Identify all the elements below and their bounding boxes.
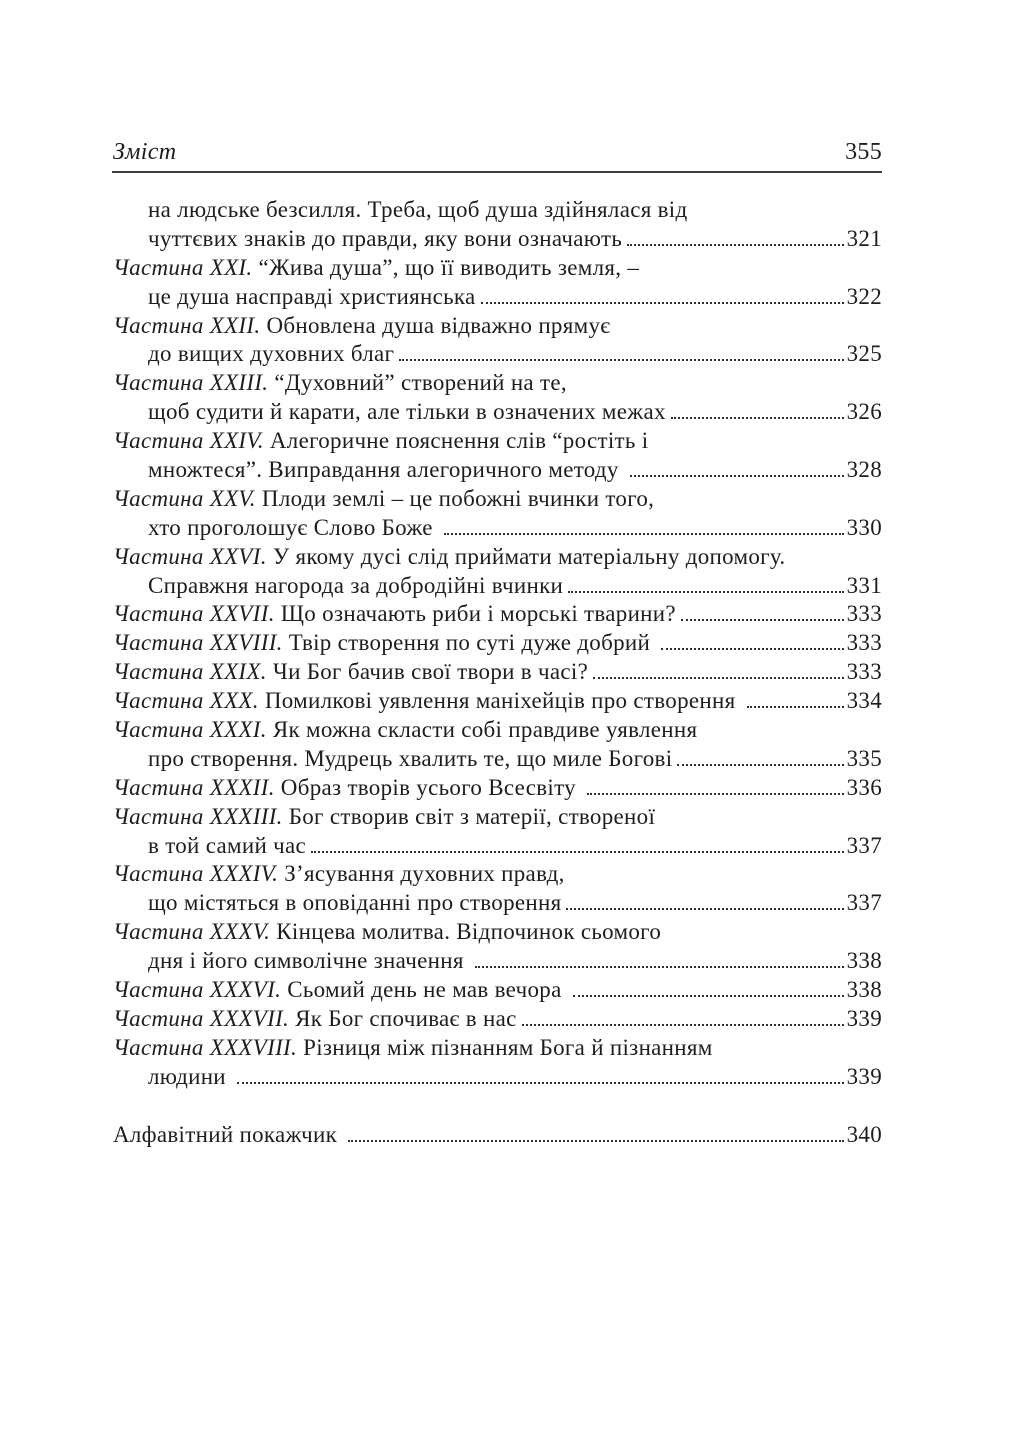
toc-entry-line — [113, 947, 882, 976]
entry-page-number: 325 — [846, 341, 882, 367]
entry-text: до вищих духовних благ — [148, 341, 395, 367]
entry-page-number: 339 — [846, 1063, 882, 1089]
toc-entry-line — [113, 254, 882, 283]
dot-leader — [661, 648, 843, 650]
entry-text: Як Бог спочиває в нас — [289, 1005, 517, 1031]
toc-entry-line — [113, 369, 882, 398]
toc-entry-line — [113, 543, 882, 572]
toc-entry-line — [113, 803, 882, 832]
dot-leader — [593, 677, 844, 679]
toc-entry-line — [113, 716, 882, 745]
toc-entry-line — [113, 1005, 882, 1034]
part-label: Частина XXV. — [113, 485, 256, 511]
part-label: Частина XXXV. — [113, 919, 271, 945]
entry-text: У якому дусі слід приймати матеріальну допомогу. — [266, 543, 786, 569]
entry-text: Сьомий день не мав вечора — [281, 977, 568, 1003]
entry-text: на людське безсилля. Треба, щоб душа здійнялася від — [148, 197, 688, 222]
part-label: Частина XXXIII. — [113, 803, 283, 829]
dot-leader — [573, 995, 844, 997]
toc-entry-line — [113, 1063, 882, 1092]
entry-text: Бог створив світ з матерії, створеної — [282, 803, 656, 829]
entry-text: це душа насправді християнська — [148, 283, 476, 309]
part-label: Частина XXVIII. — [113, 630, 283, 656]
page-title: Зміст — [113, 139, 177, 165]
entry-page-number: 334 — [846, 688, 882, 714]
entry-text: хто проголошує Слово Боже — [148, 514, 439, 540]
entry-page-number: 337 — [846, 832, 882, 858]
part-label: Частина XXIII. — [113, 370, 269, 396]
entry-text: Справжня нагорода за добродійні вчинки — [148, 572, 564, 598]
entry-page-number: 340 — [846, 1121, 882, 1147]
dot-leader — [481, 302, 844, 304]
toc-entry-line — [113, 572, 882, 601]
toc-entry-line — [113, 283, 882, 312]
entry-text: Чи Бог бачив свої твори в часі? — [266, 659, 589, 685]
entry-text: про створення. Мудрець хвалить те, що миле Богові — [148, 745, 673, 771]
entry-page-number: 339 — [846, 1005, 882, 1031]
entry-page-number: 333 — [846, 659, 882, 685]
dot-leader — [677, 764, 843, 766]
entry-text: “Жива душа”, що її виводить земля, – — [252, 254, 640, 280]
entry-text: Помилкові уявлення маніхейців про створення — [258, 688, 742, 714]
dot-leader — [399, 359, 843, 361]
entry-text: людини — [148, 1063, 232, 1089]
entry-text: Що означають риби і морські тварини? — [274, 601, 676, 627]
toc-entry-line — [113, 918, 882, 947]
header-rule — [112, 171, 882, 173]
part-label: Частина XXX. — [113, 688, 259, 714]
dot-leader — [475, 966, 844, 968]
toc-entry-line — [113, 687, 882, 716]
dot-leader — [237, 1082, 844, 1084]
dot-leader — [348, 1140, 843, 1142]
entry-text: Кінцева молитва. Відпочинок сьомого — [270, 919, 662, 945]
entry-text: дня і його символічне значення — [148, 948, 470, 974]
entry-text: чуттєвих знаків до правди, яку вони означають — [148, 225, 623, 251]
entry-page-number: 322 — [846, 283, 882, 309]
dot-leader — [630, 475, 844, 477]
toc-entry-line — [113, 398, 882, 427]
entry-text: Плоди землі – це побожні вчинки того, — [255, 485, 655, 511]
toc-entry-line — [113, 1034, 882, 1063]
toc-entry-line — [113, 312, 882, 341]
toc-entry-line — [113, 427, 882, 456]
toc-entry-line — [113, 600, 882, 629]
entry-page-number: 330 — [846, 514, 882, 540]
toc-entry-line — [113, 860, 882, 889]
entry-page-number: 337 — [846, 890, 882, 916]
toc-entry-line — [113, 832, 882, 861]
entry-text: Алегоричне пояснення слів “ростіть і — [263, 428, 649, 454]
entry-text: З’ясування духовних правд, — [278, 861, 565, 887]
toc-entry-line — [113, 629, 882, 658]
part-label: Частина XXXI. — [113, 717, 267, 743]
entry-text: Образ творів усього Всесвіту — [274, 774, 582, 800]
part-label: Частина XXVII. — [113, 601, 275, 627]
toc-entry-line — [113, 1121, 882, 1150]
dot-leader — [627, 244, 843, 246]
toc-entry-line — [113, 225, 882, 254]
dot-leader — [747, 706, 844, 708]
entry-page-number: 326 — [846, 399, 882, 425]
entry-page-number: 338 — [846, 948, 882, 974]
toc-entry-line — [113, 774, 882, 803]
entry-text: Твір створення по суті дуже добрий — [282, 630, 657, 656]
dot-leader — [522, 1024, 844, 1026]
part-label: Частина XXXII. — [113, 774, 275, 800]
entry-page-number: 338 — [846, 977, 882, 1003]
toc-entry-line — [113, 889, 882, 918]
part-label: Частина XXII. — [113, 312, 261, 338]
part-label: Частина XXXVI. — [113, 977, 282, 1003]
toc-entry-line — [113, 658, 882, 687]
part-label: Частина XXI. — [113, 254, 253, 280]
entry-page-number: 328 — [846, 457, 882, 483]
toc-entry-line — [113, 745, 882, 774]
running-header — [113, 139, 882, 165]
entry-text: що містяться в оповіданні про створення — [148, 890, 562, 916]
folio-page-number: 355 — [845, 139, 882, 165]
entry-page-number: 331 — [846, 572, 882, 598]
entry-text: Обновлена душа відважно прямує — [260, 312, 611, 338]
dot-leader — [311, 851, 844, 853]
entry-page-number: 336 — [846, 774, 882, 800]
toc-list — [113, 196, 882, 1150]
dot-leader — [681, 619, 844, 621]
toc-entry-line — [113, 485, 882, 514]
entry-text: в той самий час — [148, 832, 307, 858]
toc-entry-line — [113, 340, 882, 369]
part-label: Частина XXXVII. — [113, 1005, 290, 1031]
part-label: Частина XXIX. — [113, 659, 267, 685]
dot-leader — [566, 908, 843, 910]
toc-entry-line — [113, 456, 882, 485]
dot-leader — [587, 793, 844, 795]
entry-page-number: 333 — [846, 630, 882, 656]
entry-page-number: 333 — [846, 601, 882, 627]
toc-entry-line — [113, 976, 882, 1005]
entry-page-number: 335 — [846, 745, 882, 771]
part-label: Частина XXXIV. — [113, 861, 279, 887]
part-label: Частина XXXVIII. — [113, 1034, 298, 1060]
entry-text: Різниця між пізнанням Бога й пізнанням — [297, 1034, 713, 1060]
entry-text: “Духовний” створений на те, — [268, 370, 567, 396]
entry-text: Як можна скласти собі правдиве уявлення — [266, 717, 698, 743]
dot-leader — [444, 533, 844, 535]
dot-leader — [568, 591, 843, 593]
part-label: Частина XXIV. — [113, 428, 264, 454]
entry-text: щоб судити й карати, але тільки в означених межах — [148, 399, 666, 425]
part-label: Частина XXVI. — [113, 543, 267, 569]
toc-entry-line — [113, 196, 882, 225]
entry-page-number: 321 — [846, 225, 882, 251]
toc-entry-line — [113, 514, 882, 543]
entry-text: Алфавітний покажчик — [113, 1121, 344, 1147]
dot-leader — [671, 417, 844, 419]
entry-text: множтеся”. Виправдання алегоричного методу — [148, 457, 625, 483]
